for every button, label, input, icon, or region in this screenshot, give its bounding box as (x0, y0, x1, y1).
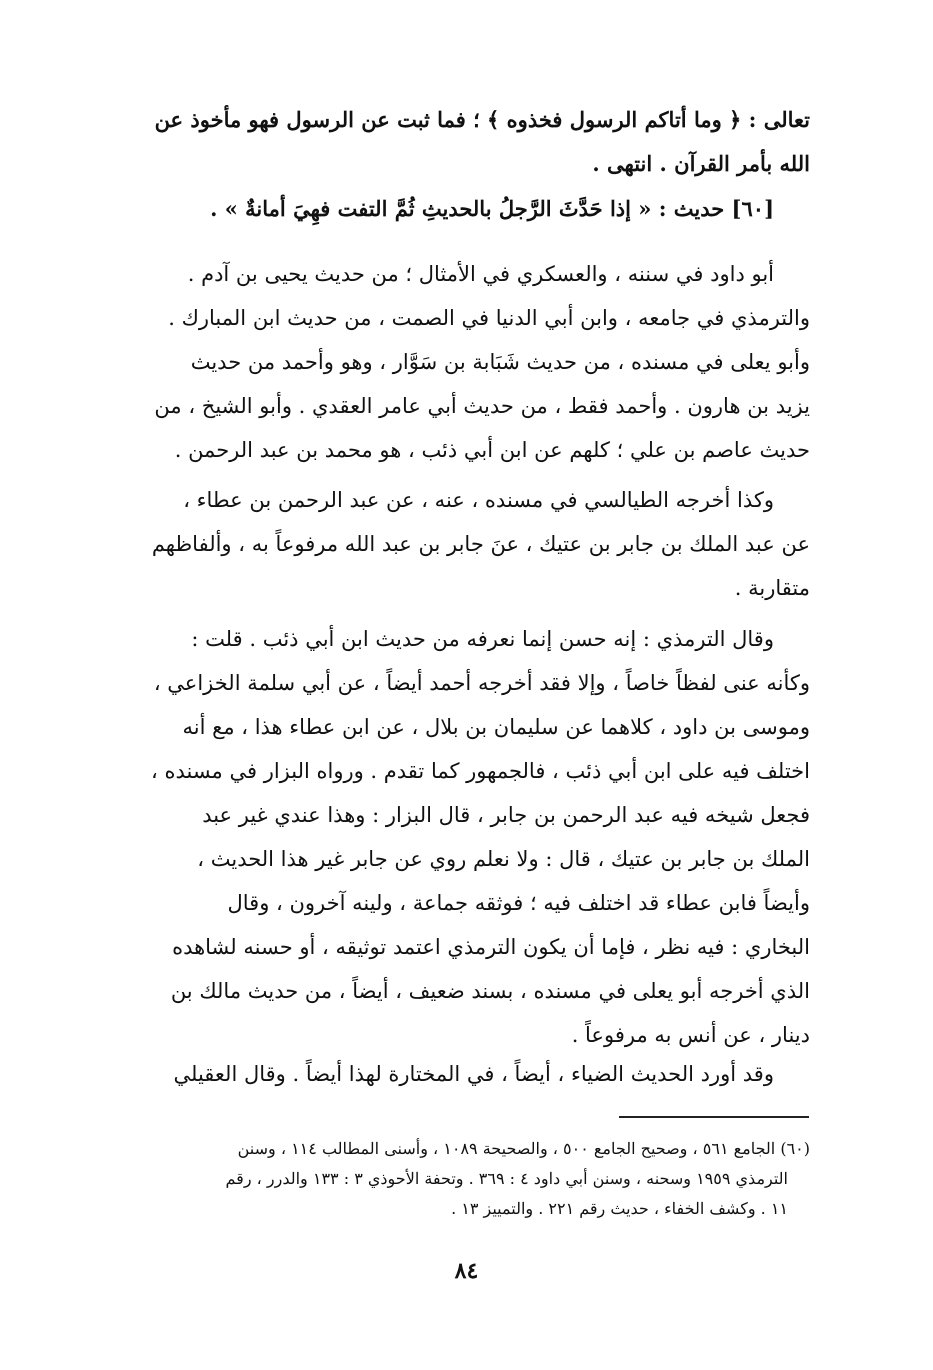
text-line: يزيد بن هارون . وأحمد فقط ، من حديث أبي عامر العقدي . وأبو الشيخ ، من (154, 394, 810, 418)
text-line: وقال الترمذي : إنه حسن إنما نعرفه من حديث ابن أبي ذئب . قلت : (191, 627, 774, 651)
intro-paragraph (80, 98, 810, 186)
text-line: وكذا أخرجه الطيالسي في مسنده ، عنه ، عن عبد الرحمن بن عطاء ، (183, 488, 774, 512)
text-line: وكأنه عنى لفظاً خاصاً ، وإلا فقد أخرجه أحمد أيضاً ، عن أبي سلمة الخزاعي ، (153, 671, 810, 695)
page-number: ٨٤ (454, 1258, 479, 1284)
text-line: اختلف فيه على ابن أبي ذئب ، فالجمهور كما تقدم . ورواه البزار في مسنده ، (151, 759, 810, 783)
text-line: وأيضاً فابن عطاء قد اختلف فيه ؛ فوثقه جماعة ، ولينه آخرون ، وقال (227, 891, 810, 915)
paragraph-sources (80, 252, 810, 472)
text-line: وموسى بن داود ، كلاهما عن سليمان بن بلال ، عن ابن عطاء هذا ، مع أنه (182, 715, 810, 739)
text-line: تعالى : ﴿ وما أتاكم الرسول فخذوه ﴾ ؛ فما ثبت عن الرسول فهو مأخوذ عن (154, 107, 810, 132)
footnote-line: الترمذي ١٩٥٩ وسحنه ، وسنن أبي داود ٤ : ٣٦٩ . وتحفة الأحوذي ٣ : ١٣٣ والدرر ، رقم (225, 1169, 788, 1188)
footnote-divider (619, 1116, 809, 1118)
footnote-line: (٦٠) الجامع ٥٦١ ، وصحيح الجامع ٥٠٠ ، والصحيحة ١٠٨٩ ، وأسنى المطالب ١١٤ ، وسنن (237, 1139, 810, 1158)
text-line: حديث عاصم بن علي ؛ كلهم عن ابن أبي ذئب ، هو محمد بن عبد الرحمن . (174, 438, 810, 462)
paragraph-tayalisi (80, 478, 810, 610)
text-line: وقد أورد الحديث الضياء ، أيضاً ، في المختارة لهذا أيضاً . وقال العقيلي (173, 1062, 774, 1086)
footnote (80, 1134, 810, 1224)
text-line: دينار ، عن أنس به مرفوعاً . (571, 1023, 810, 1047)
text-line: وأبو يعلى في مسنده ، من حديث شَبَابة بن سَوَّار ، وهو وأحمد من حديث (190, 350, 810, 374)
hadith-heading: [٦٠] حديث : « إذا حَدَّثَ الرَّجلُ بالحديثِ ثُمَّ التفت فهِيَ أمانةٌ » . (210, 196, 774, 221)
text-line: متقاربة . (734, 576, 810, 600)
text-line: الذي أخرجه أبو يعلى في مسنده ، بسند ضعيف ، أيضاً ، من حديث مالك بن (170, 979, 810, 1003)
paragraph-diya (80, 1052, 810, 1096)
text-line: فجعل شيخه فيه عبد الرحمن بن جابر ، قال البزار : وهذا عندي غير عبد (202, 803, 810, 827)
text-line: الملك بن جابر بن عتيك ، قال : ولا نعلم روي عن جابر غير هذا الحديث ، (197, 847, 810, 871)
paragraph-tirmidhi (80, 617, 810, 1057)
text-line: الله بأمر القرآن . انتهى . (592, 151, 810, 176)
text-line: أبو داود في سننه ، والعسكري في الأمثال ؛ من حديث يحيى بن آدم . (187, 262, 774, 286)
text-line: عن عبد الملك بن جابر بن عتيك ، عنَ جابر بن عبد الله مرفوعاً به ، وألفاظهم (151, 532, 810, 556)
footnote-line: ١١ . وكشف الخفاء ، حديث رقم ٢٢١ . والتمييز ١٣ . (451, 1199, 788, 1218)
text-line: والترمذي في جامعه ، وابن أبي الدنيا في الصمت ، من حديث ابن المبارك . (168, 306, 810, 330)
text-line: البخاري : فيه نظر ، فإما أن يكون الترمذي اعتمد توثيقه ، أو حسنه لشاهده (172, 935, 810, 959)
